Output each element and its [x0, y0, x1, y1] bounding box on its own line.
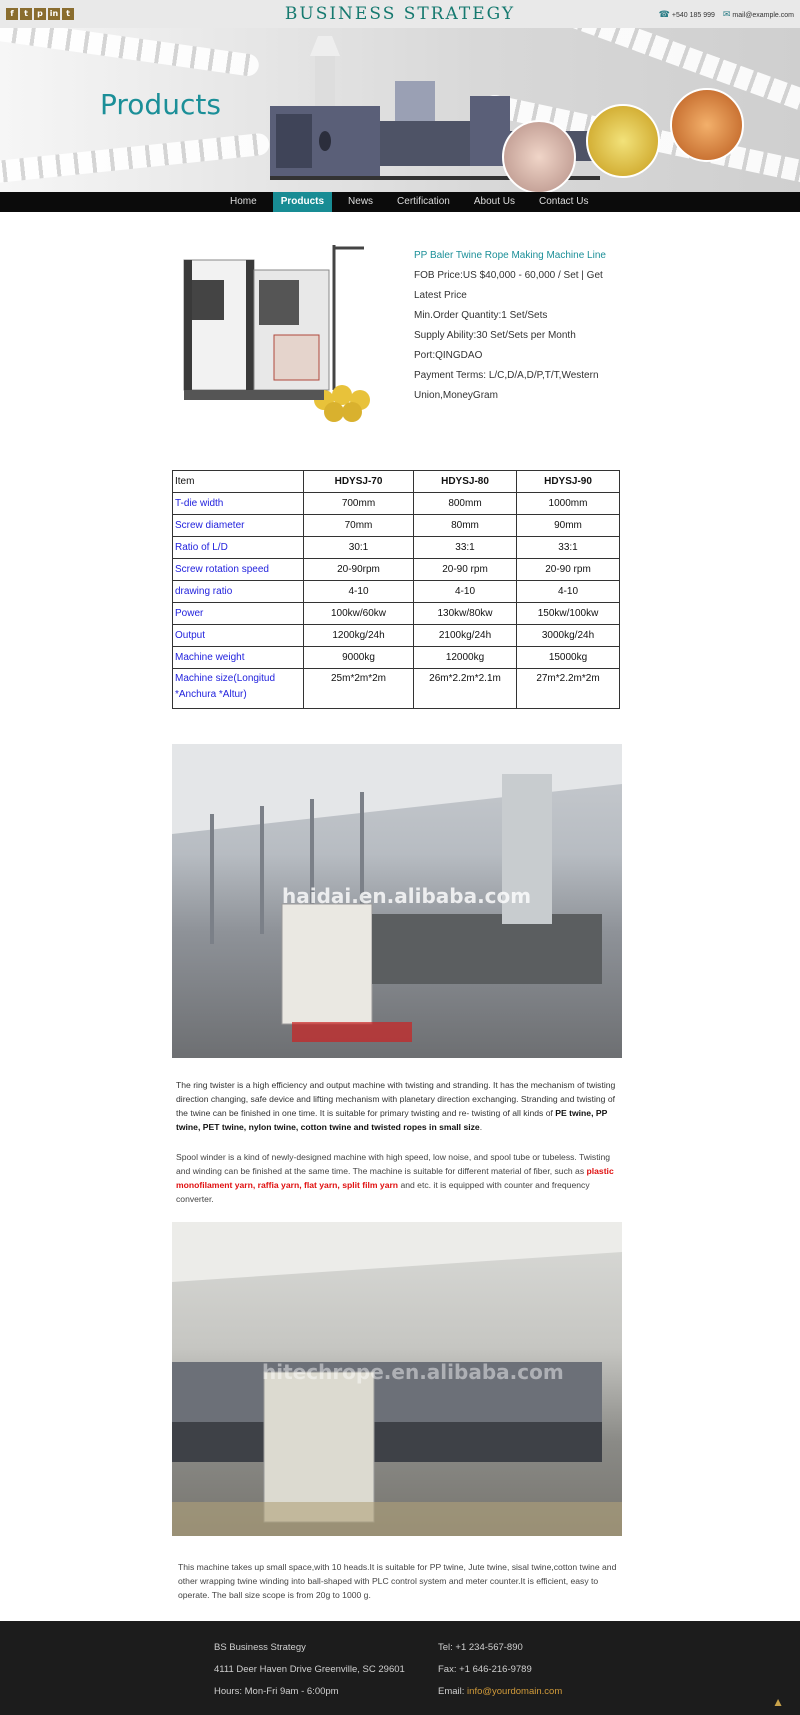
footer-email-label: Email: — [438, 1686, 468, 1697]
top-phone: +540 185 999 — [671, 12, 715, 19]
table-row — [173, 515, 620, 537]
table-cell-label: drawing ratio — [173, 581, 304, 603]
table-cell: 700mm — [304, 493, 414, 515]
para-text: and etc. it is equipped with counter and frequency converter. — [176, 1180, 590, 1204]
facebook-icon[interactable]: f — [6, 8, 18, 20]
footer-email-link[interactable]: info@yourdomain.com — [467, 1686, 563, 1697]
table-cell-label: Ratio of L/D — [173, 537, 304, 559]
table-cell-label: Output — [173, 625, 304, 647]
table-cell: 100kw/60kw — [304, 603, 414, 625]
table-cell: 15000kg — [517, 647, 620, 669]
table-cell: 70mm — [304, 515, 414, 537]
twitter-icon[interactable]: t — [20, 8, 32, 20]
table-cell: 12000kg — [414, 647, 517, 669]
table-cell: 27m*2.2m*2m — [517, 669, 620, 709]
product-min-order: Min.Order Quantity:1 Set/Sets — [414, 310, 548, 321]
rope-bundle-image — [670, 88, 744, 162]
footer-tel: Tel: +1 234-567-890 — [438, 1642, 523, 1653]
nav-news[interactable]: News — [348, 196, 374, 207]
table-cell: 33:1 — [414, 537, 517, 559]
table-cell: 4-10 — [304, 581, 414, 603]
yarn-spool-image — [586, 104, 660, 178]
table-cell: 20-90 rpm — [517, 559, 620, 581]
table-cell: 3000kg/24h — [517, 625, 620, 647]
table-cell: 4-10 — [517, 581, 620, 603]
table-cell-label: Screw diameter — [173, 515, 304, 537]
product-port: Port:QINGDAO — [414, 350, 483, 361]
tumblr-icon[interactable]: t — [62, 8, 74, 20]
footer-hours: Hours: Mon-Fri 9am - 6:00pm — [214, 1686, 339, 1697]
table-row — [173, 647, 620, 669]
scroll-to-top-icon[interactable]: ▲ — [772, 1695, 784, 1709]
table-cell: 130kw/80kw — [414, 603, 517, 625]
banner-title: Products — [100, 88, 221, 121]
footer-contact-col — [438, 1637, 562, 1703]
table-row — [173, 603, 620, 625]
table-header-cell: HDYSJ-80 — [414, 471, 517, 493]
table-cell: 150kw/100kw — [517, 603, 620, 625]
table-row — [173, 669, 620, 709]
product-machine-image — [174, 240, 404, 440]
watermark-1: haidai.en.alibaba.com — [282, 884, 532, 908]
nav-home[interactable]: Home — [230, 196, 257, 207]
para-bold: PE twine, PP twine, PET twine, nylon twine, cotton twine and twisted ropes in small size — [176, 1108, 608, 1132]
table-row — [173, 625, 620, 647]
table-row — [173, 537, 620, 559]
table-header-cell: HDYSJ-90 — [517, 471, 620, 493]
footer-company: BS Business Strategy — [214, 1642, 306, 1653]
spec-table — [172, 470, 620, 709]
table-cell-label: Machine size(Longitud *Anchura *Altur) — [173, 669, 304, 709]
phone-icon: ☎ — [658, 9, 670, 19]
product-supply: Supply Ability:30 Set/Sets per Month — [414, 330, 576, 341]
product-price: FOB Price:US $40,000 - 60,000 / Set | Get Latest Price — [414, 270, 603, 301]
ring-twister-description — [176, 1078, 618, 1134]
table-cell: 9000kg — [304, 647, 414, 669]
watermark-2: hitechrope.en.alibaba.com — [262, 1360, 564, 1384]
linkedin-icon[interactable]: in — [49, 9, 59, 18]
table-header-cell: HDYSJ-70 — [304, 471, 414, 493]
hero-banner — [0, 28, 800, 192]
table-header-cell: Item — [173, 471, 304, 493]
table-row — [173, 581, 620, 603]
product-title[interactable]: PP Baler Twine Rope Making Machine Line — [414, 250, 606, 261]
table-cell: 2100kg/24h — [414, 625, 517, 647]
site-logo[interactable]: BUSINESS STRATEGY — [284, 4, 516, 24]
twine-detail-image — [502, 120, 576, 192]
para-text: Spool winder is a kind of newly-designed machine with high speed, low noise, and spool tube or tubeless. Twisting and winding can be finished at the same time. The machine is suitable for different material of fiber, such as — [176, 1152, 611, 1176]
para-text: The ring twister is a high efficiency and output machine with twisting and stranding. It has the mechanism of twisting direction changing, safe device and lifting mechanism with planetary direction exchanging. Stranding and twisting of the twine can be finished in one time. It is suitable for primary twisting and re- twisting of all kinds of — [176, 1080, 616, 1118]
nav-certification[interactable]: Certification — [397, 196, 450, 207]
table-row — [173, 493, 620, 515]
table-cell: 90mm — [517, 515, 620, 537]
table-cell: 800mm — [414, 493, 517, 515]
para-highlight: plastic monofilament yarn, raffia yarn, flat yarn, split film yarn — [176, 1166, 614, 1190]
spool-winder-description — [176, 1150, 618, 1206]
rope-decoration — [0, 132, 270, 185]
table-cell: 20-90rpm — [304, 559, 414, 581]
factory-photo-twister — [172, 1222, 622, 1536]
product-summary — [414, 246, 614, 406]
table-cell-label: Machine weight — [173, 647, 304, 669]
mail-icon: ✉ — [722, 9, 731, 19]
table-cell-label: Screw rotation speed — [173, 559, 304, 581]
table-cell: 4-10 — [414, 581, 517, 603]
footer — [0, 1621, 800, 1715]
nav-contact-us[interactable]: Contact Us — [539, 196, 589, 207]
footer-address: 4111 Deer Haven Drive Greenville, SC 29601 — [214, 1664, 405, 1675]
main-nav — [0, 192, 800, 212]
footer-company-col — [214, 1637, 405, 1703]
table-cell: 80mm — [414, 515, 517, 537]
table-cell: 30:1 — [304, 537, 414, 559]
footer-fax: Fax: +1 646-216-9789 — [438, 1664, 532, 1675]
table-cell: 26m*2.2m*2.1m — [414, 669, 517, 709]
table-cell: 20-90 rpm — [414, 559, 517, 581]
nav-about-us[interactable]: About Us — [473, 196, 515, 207]
top-contact — [659, 9, 794, 20]
rope-decoration — [0, 28, 260, 77]
table-cell-label: T-die width — [173, 493, 304, 515]
table-cell: 1000mm — [517, 493, 620, 515]
para-text: . — [479, 1122, 483, 1132]
top-bar — [0, 0, 800, 28]
table-cell: 1200kg/24h — [304, 625, 414, 647]
table-cell: 33:1 — [517, 537, 620, 559]
product-payment: Payment Terms: L/C,D/A,D/P,T/T,Western Union,MoneyGram — [414, 370, 599, 401]
table-row — [173, 559, 620, 581]
table-header-row — [173, 471, 620, 493]
top-email[interactable]: mail@example.com — [732, 12, 794, 19]
table-cell-label: Power — [173, 603, 304, 625]
table-cell: 25m*2m*2m — [304, 669, 414, 709]
nav-products[interactable]: Products — [273, 192, 332, 212]
pinterest-icon[interactable]: p — [34, 8, 46, 20]
factory-photo-extruder — [172, 744, 622, 1058]
ball-winder-description: This machine takes up small space,with 10 heads.It is suitable for PP twine, Jute twine, sisal twine,cotton twine and other wrapping twine winding into ball-shaped with PLC control system and meter counter.It is efficient, easy to operate. The ball size scope is from 20g to 1000 g. — [178, 1562, 617, 1600]
